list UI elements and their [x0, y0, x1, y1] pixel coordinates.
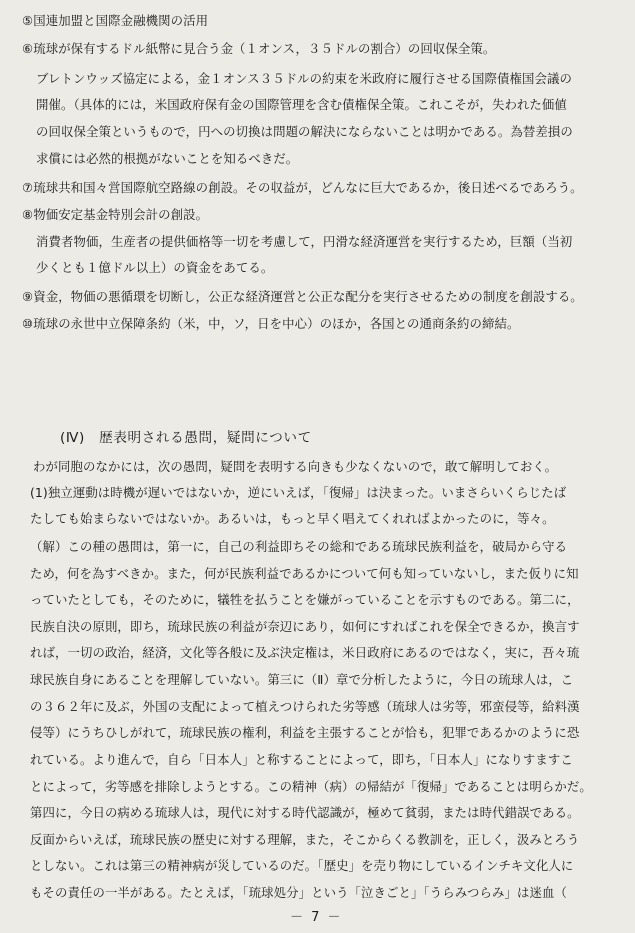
body-line: 侵等）にうちひしがれて，琉球民族の権利，利益を主張することが恰も，犯罪であるかのように恐	[30, 725, 580, 740]
body-line: 民族自決の原則，即ち，琉球民族の利益が奈辺にあり，如何にすればこれを保全できるか，換言す	[30, 619, 580, 634]
list-item-8: ⑧物価安定基金特別会計の創設。	[22, 207, 209, 222]
body-line: たしても始まらないではないか。あるいは，もっと早く唱えてくれればよかったのに，等々。	[30, 511, 555, 526]
list-item-10: ⑩琉球の永世中立保障条約（米，中，ソ，日を中心）のほか，各国との通商条約の締結。	[22, 316, 520, 331]
body-line: 球民族自身にあることを理解していない。第三に（Ⅱ）章で分析したように，今日の琉球人は，こ	[30, 672, 574, 687]
body-line: 少くとも１億ドル以上）の資金をあてる。	[36, 260, 274, 275]
list-item-6: ⑥琉球が保有するドル紙幣に見合う金（１オンス，３５ドルの割合）の回収保全策。	[22, 41, 496, 56]
body-line: っていたとしても，そのために，犠牲を払うことを嫌がっていることを示すものである。第二に，	[30, 592, 580, 607]
body-line: 第四に，今日の病める琉球人は，現代に対する時代認識が，極めて貧弱，または時代錯誤である。	[30, 805, 580, 820]
body-line: (1)独立運動は時機が遅いではないか，逆にいえば，「復帰」は決まった。いまさらいくらじたば	[30, 485, 567, 500]
body-line: の回収保全策というもので，円への切換は問題の解決にならないことは明かである。為替差損の	[36, 124, 573, 139]
body-line: れている。より進んで，自ら「日本人」と称することによって，即ち，「日本人」になりすますこ	[30, 752, 573, 767]
list-item-9: ⑨資金，物価の悪循環を切断し，公正な経済運営と公正な配分を実行させるための制度を創設する。	[22, 289, 583, 304]
body-line: ため，何を為すべきか。また，何が民族利益であるかについて何も知っていないし，また仮りに知	[30, 566, 579, 581]
body-line: 反面からいえば，琉球民族の歴史に対する理解，また，そこからくる教訓を，正しく，汲みとろう	[30, 832, 580, 847]
section-heading: (Ⅳ) 歴表明される愚問，疑問について	[60, 430, 312, 446]
body-line: ブレトンウッズ協定による，金１オンス３５ドルの約束を米政府に履行させる国際債権国会議の	[36, 71, 572, 86]
body-line: れば，一切の政治，経済，文化等各般に及ぶ決定権は，米日政府にあるのではなく，実に，吾々琉	[30, 645, 580, 660]
body-line: としない。これは第三の精神病が災しているのだ。「歴史」を売り物にしているインチキ文化人に	[30, 858, 574, 873]
body-line: 消費者物価，生産者の提供価格等一切を考慮して，円滑な経済運営を実行するため，巨額（当初	[36, 234, 573, 249]
body-line: とによって，劣等感を排除しようとする。この精神（病）の帰結が「復帰」であることは明らかだ。	[30, 779, 592, 794]
list-item-7: ⑦琉球共和国々営国際航空路線の創設。その収益が，どんなに巨大であるか，後日述べるであろう。	[22, 180, 583, 195]
page-number: － 7 －	[290, 910, 343, 925]
body-line: の３６２年に及ぶ，外国の支配によって植えつけられた劣等感（琉球人は劣等，邪蛮侵等，給料漢	[30, 699, 580, 714]
body-line: 開催。（具体的には，米国政府保有金の国際管理を含む債権保全策。これこそが，失われた価値	[36, 97, 567, 112]
body-line: わが同胞のなかには，次の愚問，疑問を表明する向きも少なくないので，敢て解明しておく。	[33, 459, 558, 474]
list-item-5: ⑤国連加盟と国際金融機関の活用	[22, 13, 209, 28]
body-line: もその責任の一半がある。たとえば，「琉球処分」という「泣きごと」「うらみつらみ」は迷血（	[30, 885, 567, 900]
body-line: （解）この種の愚問は，第一に，自己の利益即ちその総和である琉球民族利益を，破局から守る	[30, 539, 568, 554]
body-line: 求償には必然的根拠がないことを知るべきだ。	[36, 151, 299, 166]
